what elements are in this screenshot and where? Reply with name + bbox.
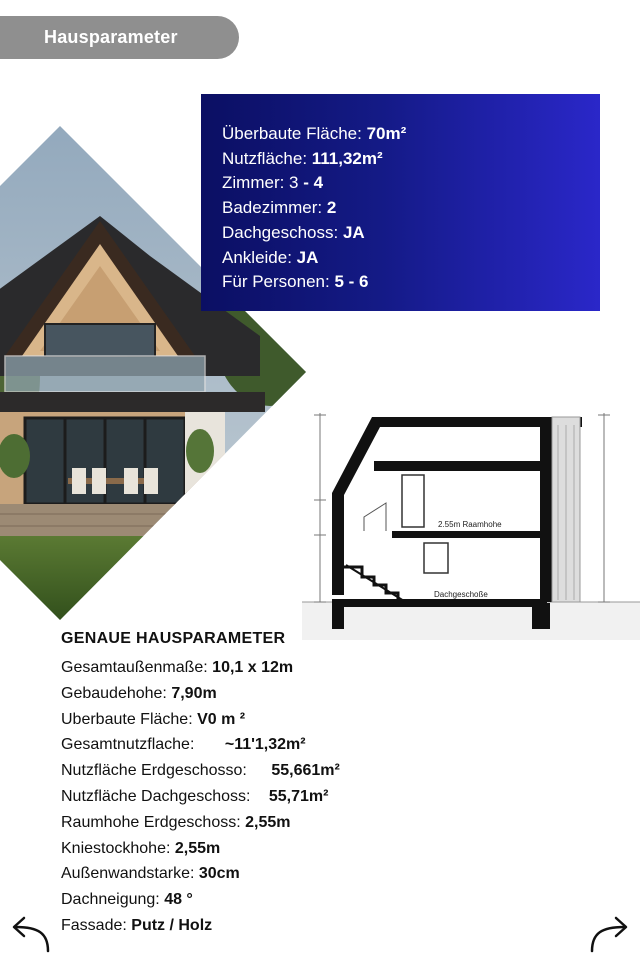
detail-item-outer-wall-thickness: Außenwandstarke: 30cm (61, 865, 240, 883)
detail-item-roof-pitch: Dachneigung: 48 ° (61, 891, 193, 909)
attic-label: Dachgeschoße (434, 590, 488, 599)
detail-item-ground-floor-height: Raumhohe Erdgeschoss: 2,55m (61, 813, 291, 831)
summary-item-bathrooms: Badezimmer: 2 (222, 198, 337, 218)
detail-item-facade: Fassade: Putz / Holz (61, 916, 213, 934)
detail-item-building-height: Gebaudehohe: 7,90m (61, 684, 217, 702)
summary-item-attic: Dachgeschoss: JA (222, 222, 365, 242)
summary-item-rooms: Zimmer: 3 - 4 (222, 173, 324, 193)
summary-item-usable-area: Nutzfläche: 111,32m² (222, 148, 383, 168)
summary-item-walk-in-closet: Ankleide: JA (222, 247, 319, 267)
detail-item-knee-wall-height: Kniestockhohe: 2,55m (61, 839, 221, 857)
detail-item-built-area: Uberbaute Fläche: V0 m ² (61, 710, 246, 728)
detail-item-total-usable-area: Gesamtnutzflache: ~11'1,32m² (61, 736, 306, 754)
arrow-right-icon[interactable] (588, 913, 632, 955)
header-tab-label: Hausparameter (44, 27, 178, 47)
detail-item-ground-floor-area: Nutzfläche Erdgeschosso: 55,661m² (61, 762, 340, 780)
summary-item-persons: Für Personen: 5 - 6 (222, 272, 369, 292)
details-title: GENAUE HAUSPARAMETER (61, 630, 286, 647)
header-tab[interactable] (0, 16, 239, 59)
detail-item-overall-dimensions: Gesamtaußenmaße: 10,1 x 12m (61, 659, 294, 676)
cross-section-drawing (302, 405, 640, 640)
detail-item-attic-area: Nutzfläche Dachgeschoss: 55,71m² (61, 787, 329, 805)
summary-box (201, 94, 600, 311)
details-list (61, 655, 340, 939)
room-height-label: 2.55m Raamhohe (438, 520, 502, 529)
arrow-left-icon[interactable] (8, 913, 52, 955)
summary-item-built-area: Überbaute Fläche: 70m² (222, 124, 407, 143)
summary-list (222, 122, 406, 295)
